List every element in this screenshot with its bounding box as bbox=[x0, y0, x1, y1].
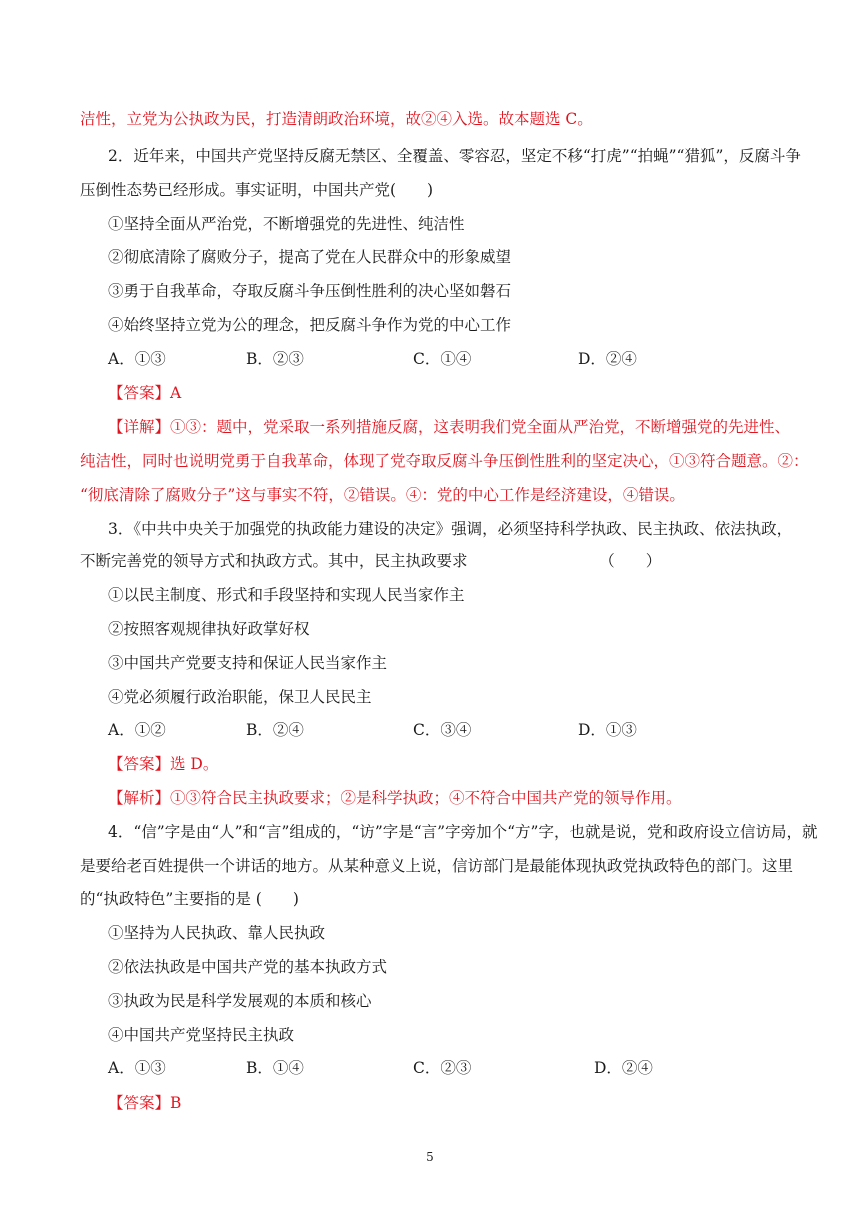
q2-choice-d: D．②④ bbox=[578, 350, 637, 368]
q2-stem-line-1: 2．近年来，中国共产党坚持反腐无禁区、全覆盖、零容忍，坚定不移“打虎”“拍蝇”“猎狐”，反腐斗争 bbox=[108, 147, 801, 165]
q3-option-2: ②按照客观规律执好政掌好权 bbox=[108, 620, 310, 638]
q3-answer: 【答案】选 D。 bbox=[108, 755, 219, 773]
q4-choice-a: A．①③ bbox=[108, 1059, 166, 1077]
q4-option-3: ③执政为民是科学发展观的本质和核心 bbox=[108, 992, 372, 1010]
q4-option-2: ②依法执政是中国共产党的基本执政方式 bbox=[108, 958, 388, 976]
q3-choice-b: B．②④ bbox=[246, 721, 304, 739]
q2-answer: 【答案】A bbox=[108, 384, 182, 402]
q3-option-3: ③中国共产党要支持和保证人民当家作主 bbox=[108, 654, 388, 672]
q2-choice-c: C．①④ bbox=[413, 350, 472, 368]
q2-choice-a: A．①③ bbox=[108, 350, 166, 368]
q3-stem-line-1: 3．《中共中央关于加强党的执政能力建设的决定》强调，必须坚持科学执政、民主执政、依法执政， bbox=[108, 520, 793, 538]
q4-option-1: ①坚持为人民执政、靠人民执政 bbox=[108, 924, 326, 942]
q3-choices bbox=[108, 719, 758, 741]
q2-option-1: ①坚持全面从严治党，不断增强党的先进性、纯洁性 bbox=[108, 215, 465, 233]
q3-choice-a: A．①② bbox=[108, 721, 166, 739]
q2-explanation-line-3: “彻底清除了腐败分子”这与事实不符，②错误。④：党的中心工作是经济建设，④错误。 bbox=[80, 486, 685, 504]
q4-stem-line-1: 4．“信”字是由“人”和“言”组成的，“访”字是“言”字旁加个“方”字，也就是说，党和政府设立信访局，就 bbox=[108, 823, 818, 841]
q3-explanation: 【解析】①③符合民主执政要求；②是科学执政；④不符合中国共产党的领导作用。 bbox=[108, 789, 682, 807]
q2-explanation-line-1: 【详解】①③：题中，党采取一系列措施反腐，这表明我们党全面从严治党，不断增强党的先进性、 bbox=[108, 418, 791, 436]
q2-explanation-line-2: 纯洁性，同时也说明党勇于自我革命，体现了党夺取反腐斗争压倒性胜利的坚定决心，①③符合题意。②： bbox=[80, 452, 809, 470]
q4-choice-b: B．①④ bbox=[246, 1059, 304, 1077]
q4-answer: 【答案】B bbox=[108, 1094, 182, 1112]
q3-stem-line-2: 不断完善党的领导方式和执政方式。其中，民主执政要求 （ ） bbox=[80, 552, 662, 570]
q3-option-1: ①以民主制度、形式和手段坚持和实现人民当家作主 bbox=[108, 586, 465, 604]
q2-stem-line-2: 压倒性态势已经形成。事实证明，中国共产党( ) bbox=[80, 181, 434, 199]
q4-option-4: ④中国共产党坚持民主执政 bbox=[108, 1026, 295, 1044]
q4-choice-c: C．②③ bbox=[413, 1059, 472, 1077]
q2-option-3: ③勇于自我革命，夺取反腐斗争压倒性胜利的决心坚如磐石 bbox=[108, 282, 512, 300]
q2-choice-b: B．②③ bbox=[246, 350, 304, 368]
q4-choices bbox=[108, 1057, 758, 1079]
q3-option-4: ④党必须履行政治职能，保卫人民民主 bbox=[108, 688, 372, 706]
q4-stem-line-2: 是要给老百姓提供一个讲话的地方。从某种意义上说，信访部门是最能体现执政党执政特色的部门。这里 bbox=[80, 857, 794, 875]
q3-choice-c: C．③④ bbox=[413, 721, 472, 739]
q4-choice-d: D．②④ bbox=[594, 1059, 653, 1077]
q4-stem-line-3: 的“执政特色”主要指的是 ( ) bbox=[80, 890, 299, 908]
q2-option-2: ②彻底清除了腐败分子，提高了党在人民群众中的形象威望 bbox=[108, 248, 512, 266]
page-number: 5 bbox=[426, 1150, 434, 1164]
q1-explanation-end: 洁性，立党为公执政为民，打造清朗政治环境，故②④入选。故本题选 C。 bbox=[80, 110, 593, 128]
q3-choice-d: D．①③ bbox=[578, 721, 637, 739]
q2-option-4: ④始终坚持立党为公的理念，把反腐斗争作为党的中心工作 bbox=[108, 316, 512, 334]
q2-choices bbox=[108, 348, 758, 370]
